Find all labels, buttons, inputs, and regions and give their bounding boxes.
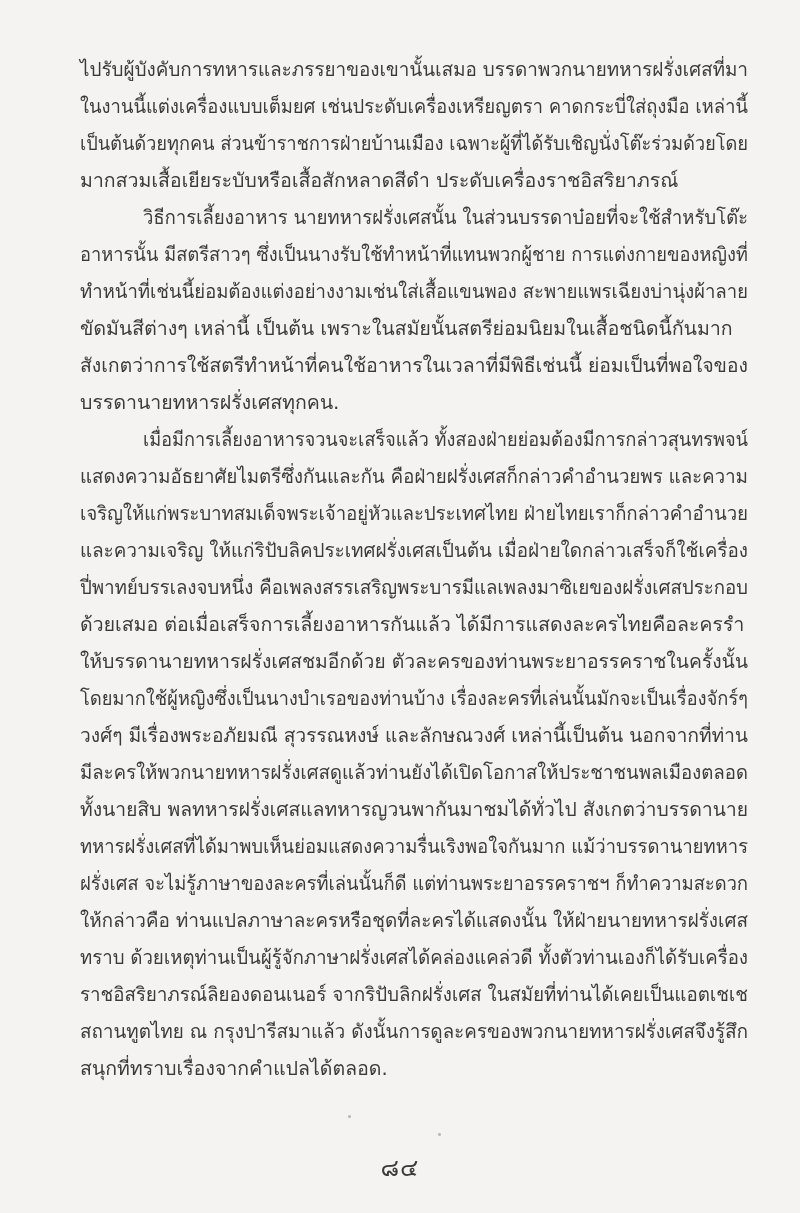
text-line: ให้บรรดานายทหารฝรั่งเศสชมอีกด้วย ตัวละครของท่านพระยาอรรคราชในครั้งนั้น [80,650,749,673]
text-line: ไปรับผู้บังคับการทหารและภรรยาของเขานั้นเสมอ บรรดาพวกนายทหารฝรั่งเศสที่มา [80,58,749,81]
text-line: วงศ์ๆ มีเรื่องพระอภัยมณี สุวรรณหงษ์ และลักษณวงศ์ เหล่านี้เป็นต้น นอกจากที่ท่าน [80,724,749,747]
text-line: ทั้งนายสิบ พลทหารฝรั่งเศสแลทหารญวนพากันมาชมได้ทั่วไป สังเกตว่าบรรดานาย [80,798,749,821]
paragraph-first-line: วิธีการเลี้ยงอาหาร นายทหารฝรั่งเศสนั้น ในส่วนบรรดาบ๋อยที่จะใช้สำหรับโต๊ะ [143,206,749,229]
text-line: บรรดานายทหารฝรั่งเศสทุกคน. [80,391,340,414]
text-line: ราชอิสริยาภรณ์ลิยองดอนเนอร์ จากริปับลิกฝรั่งเศส ในสมัยที่ท่านได้เคยเป็นแอตเชเช [80,983,749,1006]
text-line: ฝรั่งเศส จะไม่รู้ภาษาของละครที่เล่นนั้นก็ดี แต่ท่านพระยาอรรคราชฯ ก็ทำความสะดวก [80,872,749,895]
text-line: มากสวมเสื้อเยียระบับหรือเสื้อสักหลาดสีดำ ประดับเครื่องราชอิสริยาภรณ์ [80,169,679,192]
text-line: ทำหน้าที่เช่นนี้ย่อมต้องแต่งอย่างงามเช่นใส่เสื้อแขนพอง สะพายแพรเฉียงบ่านุ่งผ้าลาย [80,280,748,303]
text-line: เจริญให้แก่พระบาทสมเด็จพระเจ้าอยู่หัวและประเทศไทย ฝ่ายไทยเราก็กล่าวคำอำนวย [80,502,748,525]
text-line: ทหารฝรั่งเศสที่ได้มาพบเห็นย่อมแสดงความรื่นเริงพอใจกันมาก แม้ว่าบรรดานายทหาร [80,835,748,858]
text-line: ให้กล่าวคือ ท่านแปลภาษาละครหรือชุดที่ละครได้แสดงนั้น ให้ฝ่ายนายทหารฝรั่งเศส [80,909,749,932]
paper-speck [348,1115,351,1118]
page-number: ๘๔ [380,1154,420,1182]
text-line: โดยมากใช้ผู้หญิงซึ่งเป็นนางบำเรอของท่านบ้าง เรื่องละครที่เล่นนั้นมักจะเป็นเรื่องจักร์ๆ [80,687,749,710]
text-line: สนุกที่ทราบเรื่องจากคำแปลได้ตลอด. [80,1057,388,1080]
text-line: มีละครให้พวกนายทหารฝรั่งเศสดูแล้วท่านยังได้เปิดโอกาสให้ประชาชนพลเมืองตลอด [80,761,749,784]
paragraph-first-line: เมื่อมีการเลี้ยงอาหารจวนจะเสร็จแล้ว ทั้งสองฝ่ายย่อมต้องมีการกล่าวสุนทรพจน์ [143,428,748,451]
text-line: แสดงความอัธยาศัยไมตรีซึ่งกันและกัน คือฝ่ายฝรั่งเศสก็กล่าวคำอำนวยพร และความ [80,465,748,488]
text-line: และความเจริญ ให้แก่ริปับลิคประเทศฝรั่งเศสเป็นต้น เมื่อฝ่ายใดกล่าวเสร็จก็ใช้เครื่อง [80,539,748,562]
text-line: ในงานนี้แต่งเครื่องแบบเต็มยศ เช่นประดับเครื่องเหรียญตรา คาดกระบี่ใส่ถุงมือ เหล่านี้ [80,95,748,118]
text-line: ทราบ ด้วยเหตุท่านเป็นผู้รู้จักภาษาฝรั่งเศสได้คล่องแคล่วดี ทั้งตัวท่านเองก็ได้รับเครื่อง [80,946,748,969]
text-line: ขัดมันสีต่างๆ เหล่านี้ เป็นต้น เพราะในสมัยนั้นสตรีย่อมนิยมในเสื้อชนิดนี้กันมาก [80,317,733,340]
text-line: ปี่พาทย์บรรเลงจบหนึ่ง คือเพลงสรรเสริญพระบารมีแลเพลงมาซิเยของฝรั่งเศสประกอบ [80,576,749,599]
text-line: สถานทูตไทย ณ กรุงปารีสมาแล้ว ดังนั้นการดูละครของพวกนายทหารฝรั่งเศสจึงรู้สึก [80,1020,749,1043]
text-line: สังเกตว่าการใช้สตรีทำหน้าที่คนใช้อาหารในเวลาที่มีพิธีเช่นนี้ ย่อมเป็นที่พอใจของ [80,354,748,377]
text-line: ด้วยเสมอ ต่อเมื่อเสร็จการเลี้ยงอาหารกันแล้ว ได้มีการแสดงละครไทยคือละครรำ [80,613,745,636]
text-line: อาหารนั้น มีสตรีสาวๆ ซึ่งเป็นนางรับใช้ทำหน้าที่แทนพวกผู้ชาย การแต่งกายของหญิงที่ [80,243,748,266]
text-line: เป็นต้นด้วยทุกคน ส่วนข้าราชการฝ่ายบ้านเมือง เฉพาะผู้ที่ได้รับเชิญนั่งโต๊ะร่วมด้วยโดย [80,132,748,155]
paper-speck [438,1133,441,1136]
